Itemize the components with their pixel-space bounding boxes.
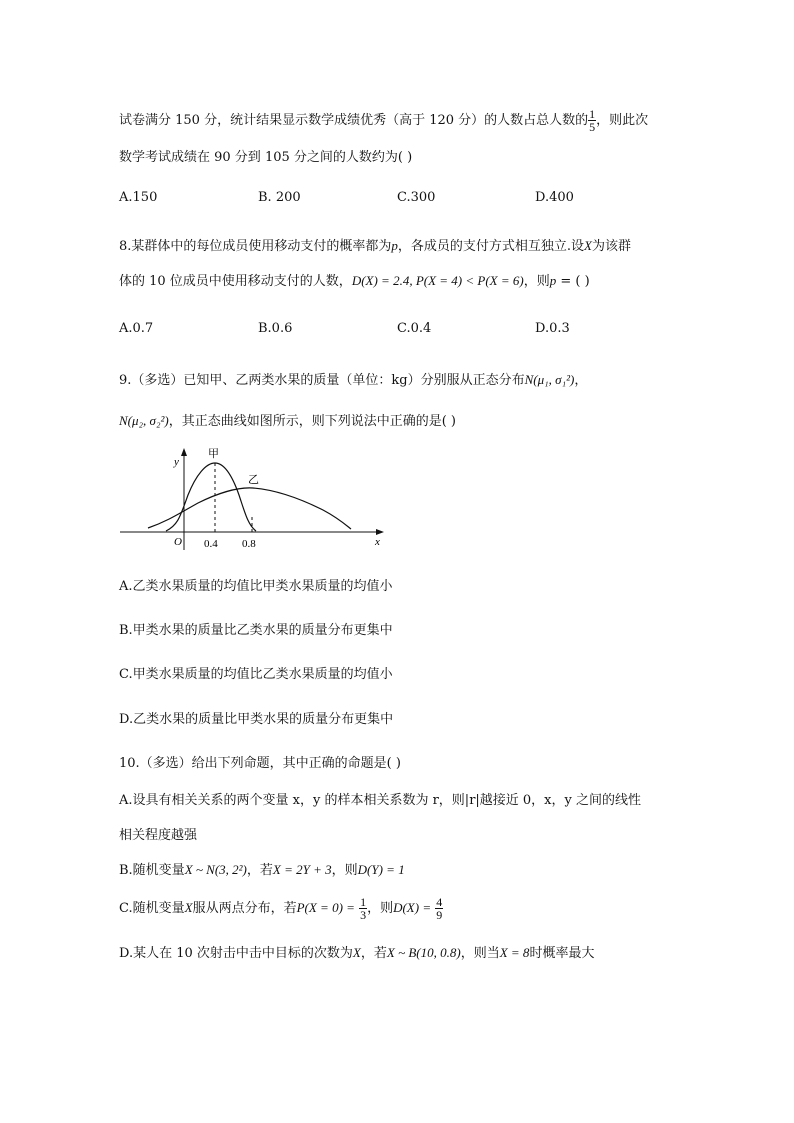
- q7-line1: 试卷满分 150 分，统计结果显示数学成绩优秀（高于 120 分）的人数占总人数的 $\frac{1}{5}$ ，则此次: [119, 107, 649, 134]
- q10-option-b: B.随机变量X ~ N(3, 2²)，若X = 2Y + 3，则D(Y) = 1: [119, 862, 405, 878]
- y-axis-label: y: [174, 456, 179, 468]
- q10-option-c: C.随机变量X服从两点分布，若P(X = 0) = $\frac{1}{3}$ ，则D(X) = $\frac{4}{9}$: [119, 895, 443, 922]
- q10-option-d: D.某人在 10 次射击中击中目标的次数为X，若X ~ B(10, 0.8)，则当X = 8时概率最大: [119, 945, 595, 961]
- q8-option-d: D.0.3: [535, 321, 570, 336]
- q9-option-c: C.甲类水果质量的均值比乙类水果质量的均值小: [119, 667, 393, 682]
- q9-option-b: B.甲类水果的质量比乙类水果的质量分布更集中: [119, 623, 393, 638]
- q9-line2: N(μ₂, σ₂²)，其正态曲线如图所示，则下列说法中正确的是( ): [119, 413, 456, 429]
- q7-fraction: $\frac{1}{5}$: [589, 107, 596, 134]
- origin-label: O: [174, 536, 182, 548]
- x-axis-arrow: [376, 529, 384, 535]
- q9-line1: 9.（多选）已知甲、乙两类水果的质量（单位：kg）分别服从正态分布N(μ₁, σ₁²)，: [119, 372, 588, 388]
- y-axis-arrow: [181, 448, 187, 456]
- q7-option-b: B. 200: [258, 190, 301, 205]
- q10-option-a-line2: 相关程度越强: [119, 828, 198, 843]
- q7-option-c: C.300: [397, 190, 436, 205]
- q10-c-fraction1: $\frac{1}{3}$: [360, 895, 367, 922]
- tick-label-0.4: 0.4: [204, 538, 218, 550]
- curve-jia-label: 甲: [208, 447, 219, 460]
- curve-yi-label: 乙: [248, 473, 259, 486]
- x-axis-label: x: [375, 536, 380, 548]
- q8-option-a: A.0.7: [119, 321, 154, 336]
- q7-option-d: D.400: [535, 190, 574, 205]
- q8-option-c: C.0.4: [397, 321, 432, 336]
- q8-line2: 体的 10 位成员中使用移动支付的人数，D(X) = 2.4, P(X = 4) < P(X = 6)，则p = ( ): [119, 273, 590, 289]
- q8-option-b: B.0.6: [258, 321, 293, 336]
- q7-line2: 数学考试成绩在 90 分到 105 分之间的人数约为( ): [119, 150, 413, 165]
- tick-label-0.8: 0.8: [242, 538, 256, 550]
- q7-option-a: A.150: [119, 190, 158, 205]
- normal-curves-figure: [118, 445, 388, 555]
- q9-option-a: A.乙类水果质量的均值比甲类水果质量的均值小: [119, 579, 393, 594]
- q8-line1: 8.某群体中的每位成员使用移动支付的概率都为p，各成员的支付方式相互独立.设X为该群: [119, 238, 632, 254]
- q9-option-d: D.乙类水果的质量比甲类水果的质量分布更集中: [119, 712, 394, 727]
- q10-option-a-line1: A.设具有相关关系的两个变量 x，y 的样本相关系数为 r，则|r|越接近 0，x，y 之间的线性: [119, 793, 641, 808]
- q10-line1: 10.（多选）给出下列命题，其中正确的命题是( ): [119, 756, 401, 771]
- q10-c-fraction2: $\frac{4}{9}$: [436, 895, 443, 922]
